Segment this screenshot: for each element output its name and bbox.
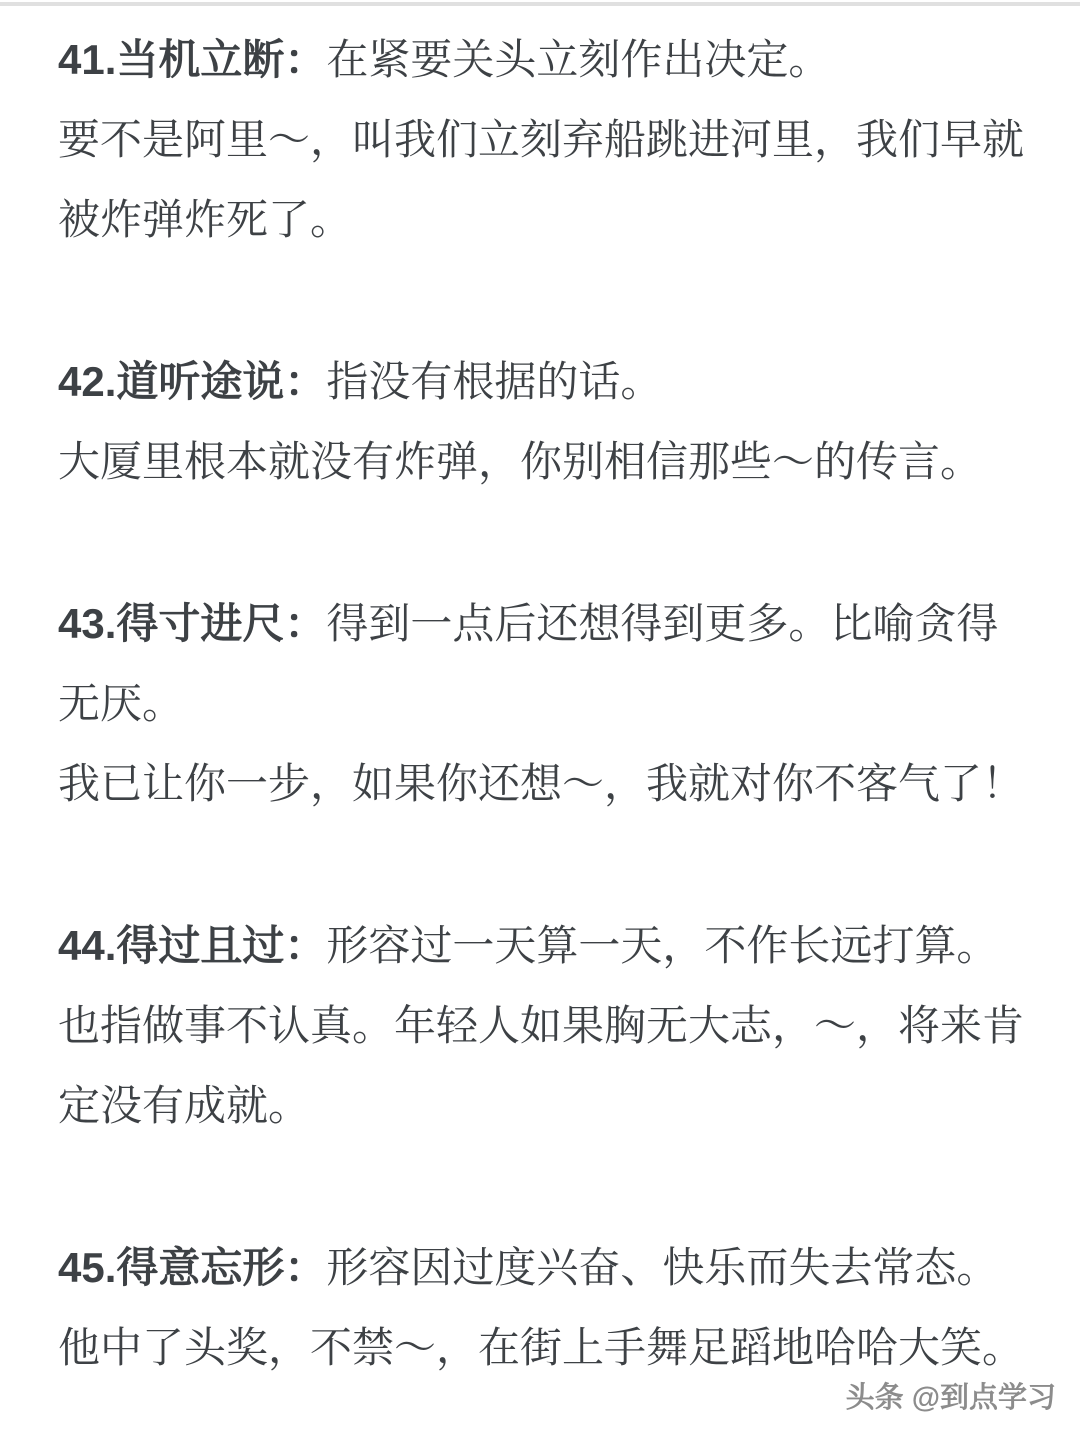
idiom-entry-45 [58, 1228, 1050, 1388]
idiom-definition: 指没有根据的话。 [326, 358, 663, 405]
idiom-line: 大厦里根本就没有炸弹，你别相信那些～的传言。 [58, 438, 983, 485]
idiom-definition: 形容因过度兴奋、快乐而失去常态。 [326, 1244, 999, 1291]
idiom-line: 定没有成就。 [58, 1082, 311, 1129]
idiom-line [58, 906, 1050, 986]
idiom-term: 42.道听途说： [58, 358, 327, 405]
idiom-entry-42 [58, 342, 1050, 502]
idiom-line [58, 1228, 1050, 1308]
idiom-line: 也指做事不认真。年轻人如果胸无大志，～，将来肯 [58, 1002, 1025, 1049]
idiom-line: 被炸弹炸死了。 [58, 196, 353, 243]
idiom-line: 要不是阿里～，叫我们立刻弃船跳进河里，我们早就 [58, 116, 1025, 163]
idiom-definition: 形容过一天算一天，不作长远打算。 [326, 922, 999, 969]
idiom-term: 43.得寸进尺： [58, 600, 327, 647]
idiom-term: 44.得过且过： [58, 922, 327, 969]
idiom-entry-41 [58, 20, 1050, 260]
idiom-line [58, 342, 1050, 422]
idiom-line [58, 20, 1050, 100]
watermark: 头条 @到点学习 [845, 1382, 1056, 1414]
idiom-line: 他中了头奖，不禁～，在街上手舞足蹈地哈哈大笑。 [58, 1324, 1025, 1371]
idiom-term: 41.当机立断： [58, 36, 327, 83]
idiom-term: 45.得意忘形： [58, 1244, 327, 1291]
idiom-definition: 在紧要关头立刻作出决定。 [326, 36, 831, 83]
top-divider [0, 2, 1080, 6]
idiom-definition: 得到一点后还想得到更多。比喻贪得 [326, 600, 999, 647]
idiom-line: 无厌。 [58, 680, 185, 727]
idiom-line: 我已让你一步，如果你还想～，我就对你不客气了！ [58, 760, 1025, 807]
idiom-entry-43 [58, 584, 1050, 824]
idiom-list [58, 20, 1050, 1388]
idiom-entry-44 [58, 906, 1050, 1146]
idiom-line [58, 584, 1050, 664]
